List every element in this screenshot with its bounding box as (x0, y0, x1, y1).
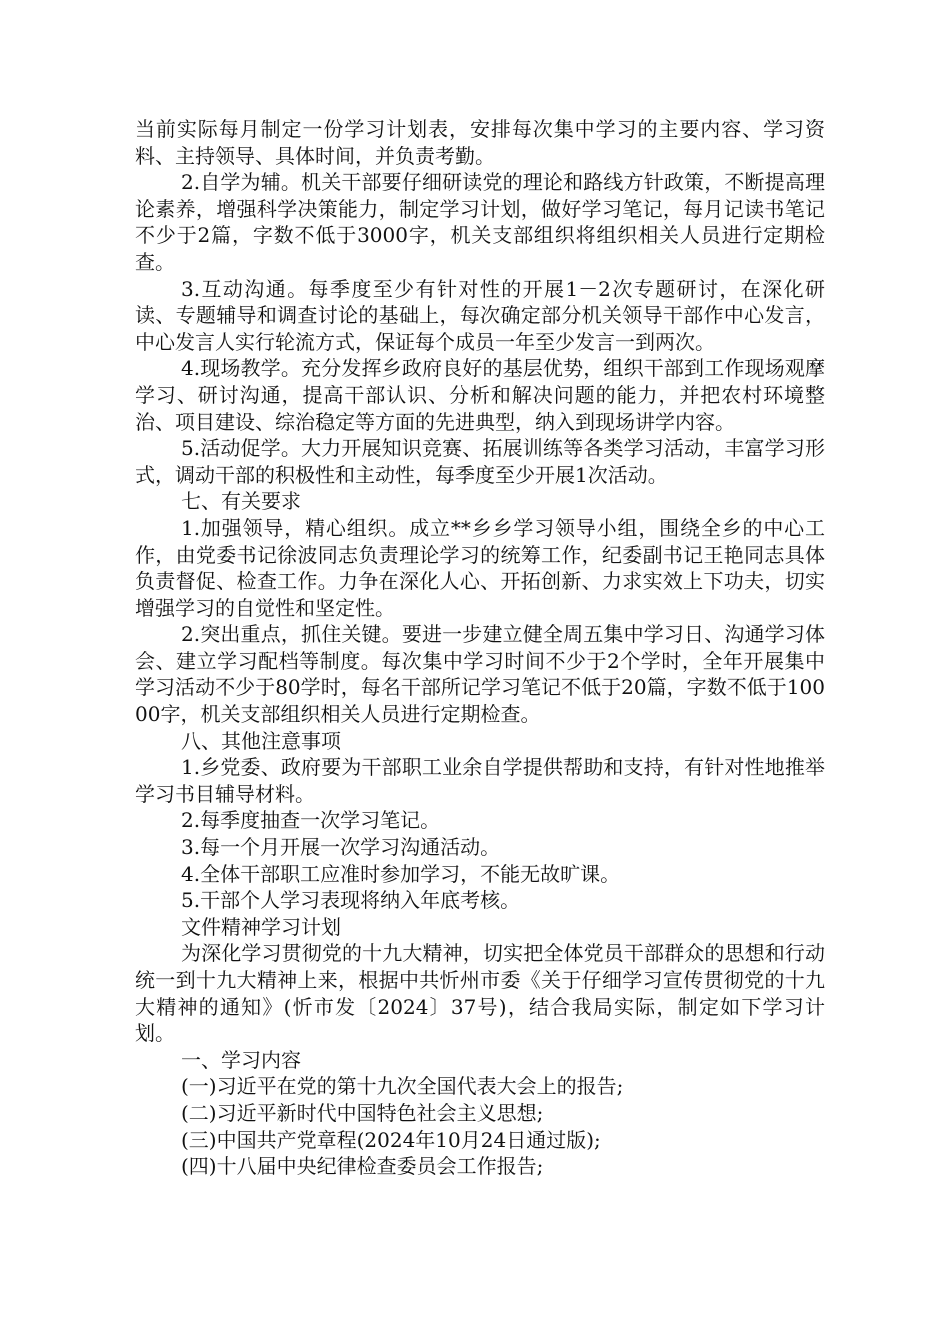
section-heading-other-notes: 八、其他注意事项 (181, 728, 341, 753)
list-item-note-5: 5.干部个人学习表现将纳入年底考核。 (181, 888, 521, 913)
paragraph-highlight-key-points: 2.突出重点，抓住关键。要进一步建立健全周五集中学习日、沟通学习体会、建立学习配档等制度。每次集中学习时间不少于2个学时，全年开展集中学习活动不少于80学时，每名干部所记学习笔记不低于20篇，字数不低于10000字，机关支部组织相关人员进行定期检查。 (135, 622, 825, 727)
paragraph-self-study: 2.自学为辅。机关干部要仔细研读党的理论和路线方针政策，不断提高理论素养，增强科学决策能力，制定学习计划，做好学习笔记，每月记读书笔记不少于2篇，字数不低于3000字，机关支部组织将组织相关人员进行定期检查。 (135, 170, 825, 274)
section-heading-study-content: 一、学习内容 (181, 1047, 301, 1072)
paragraph-strengthen-leadership: 1.加强领导，精心组织。成立**乡乡学习领导小组，围绕全乡的中心工作，由党委书记徐波同志负责理论学习的统筹工作，纪委副书记王艳同志具体负责督促、检查工作。力争在深化人心、开拓创新、力求实效上下功夫，切实增强学习的自觉性和坚定性。 (135, 515, 825, 620)
list-item-content-2: (二)习近平新时代中国特色社会主义思想; (181, 1100, 544, 1125)
list-item-content-4: (四)十八届中央纪律检查委员会工作报告; (181, 1154, 544, 1179)
paragraph-continued-plan: 当前实际每月制定一份学习计划表，安排每次集中学习的主要内容、学习资料、主持领导、具体时间，并负责考勤。 (135, 117, 825, 168)
list-item-content-1: (一)习近平在党的第十九次全国代表大会上的报告; (181, 1074, 624, 1099)
document-body (135, 116, 825, 1180)
document-section-title: 文件精神学习计划 (181, 914, 341, 939)
list-item-note-4: 4.全体干部职工应准时参加学习，不能无故旷课。 (181, 861, 621, 886)
paragraph-field-teaching: 4.现场教学。充分发挥乡政府良好的基层优势，组织干部到工作现场观摩学习、研讨沟通，提高干部认识、分析和解决问题的能力，并把农村环境整治、项目建设、综治稳定等方面的先进典型，纳入到现场讲学内容。 (135, 356, 825, 434)
list-item-note-2: 2.每季度抽查一次学习笔记。 (181, 808, 441, 833)
list-item-content-3: (三)中国共产党章程(2024年10月24日通过版); (181, 1127, 601, 1152)
paragraph-introduction: 为深化学习贯彻党的十九大精神，切实把全体党员干部群众的思想和行动统一到十九大精神上来，根据中共忻州市委《关于仔细学习宣传贯彻党的十九大精神的通知》(忻市发〔2024〕37号)，结合我局实际，制定如下学习计划。 (135, 941, 825, 1046)
list-item-note-1: 1.乡党委、政府要为干部职工业余自学提供帮助和支持，有针对性地推举学习书目辅导材料。 (135, 755, 825, 806)
list-item-note-3: 3.每一个月开展一次学习沟通活动。 (181, 835, 501, 860)
section-heading-requirements: 七、有关要求 (181, 489, 301, 514)
paragraph-interactive-communication: 3.互动沟通。每季度至少有针对性的开展1－2次专题研讨，在深化研读、专题辅导和调查讨论的基础上，每次确定部分机关领导干部作中心发言，中心发言人实行轮流方式，保证每个成员一年至少发言一到两次。 (135, 276, 825, 354)
paragraph-activity-learning: 5.活动促学。大力开展知识竞赛、拓展训练等各类学习活动，丰富学习形式，调动干部的积极性和主动性，每季度至少开展1次活动。 (135, 436, 825, 487)
